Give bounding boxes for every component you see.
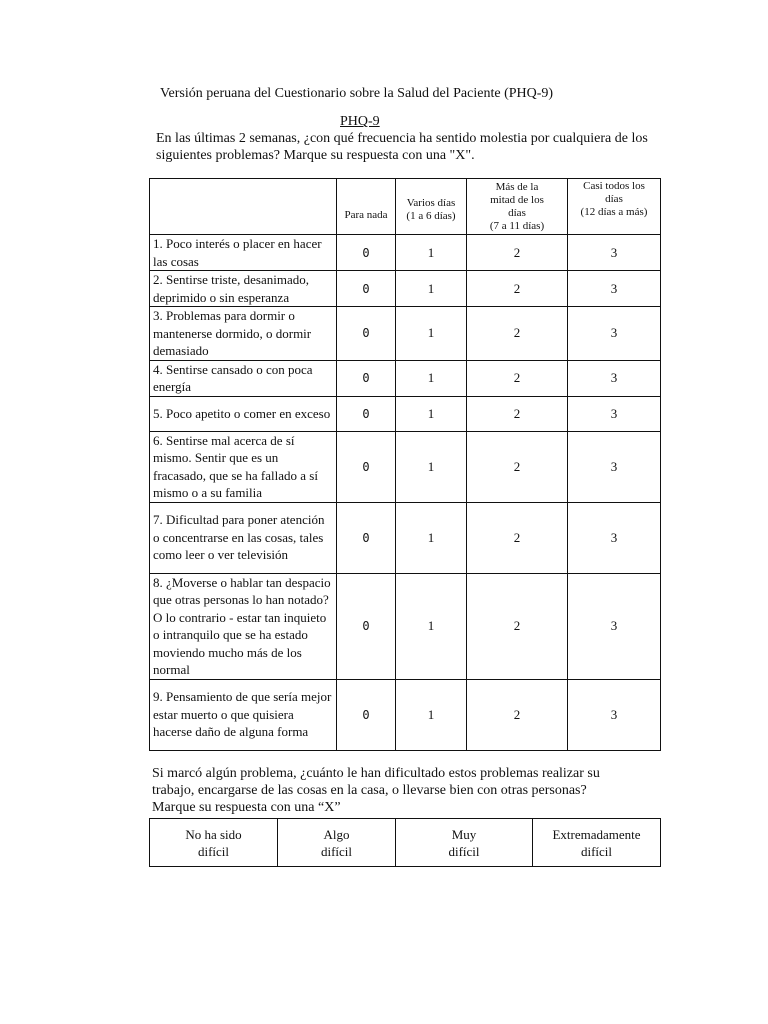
document-title: Versión peruana del Cuestionario sobre la Salud del Paciente (PHQ-9)	[160, 86, 554, 101]
score-cell[interactable]: 3	[568, 235, 661, 271]
score-cell[interactable]: 0	[337, 307, 396, 361]
score-cell[interactable]: 3	[568, 679, 661, 750]
score-cell[interactable]: 0	[337, 360, 396, 396]
score-cell[interactable]: 1	[396, 396, 467, 431]
score-cell[interactable]: 0	[337, 235, 396, 271]
table-row	[150, 360, 661, 396]
header-cell-casi-todos: Casi todos los días (12 días a más)	[568, 179, 661, 235]
difficulty-table	[149, 818, 661, 867]
score-cell[interactable]: 1	[396, 431, 467, 502]
score-cell[interactable]: 2	[467, 502, 568, 573]
score-cell[interactable]: 1	[396, 271, 467, 307]
score-cell[interactable]: 3	[568, 396, 661, 431]
question-cell: 5. Poco apetito o comer en exceso	[150, 396, 337, 431]
score-cell[interactable]: 1	[396, 307, 467, 361]
table-row	[150, 502, 661, 573]
score-cell[interactable]: 2	[467, 396, 568, 431]
score-cell[interactable]: 1	[396, 679, 467, 750]
difficulty-option-some[interactable]: Algo difícil	[278, 819, 396, 867]
score-cell[interactable]: 2	[467, 573, 568, 679]
table-header-row	[150, 179, 661, 235]
score-cell[interactable]: 1	[396, 235, 467, 271]
score-cell[interactable]: 2	[467, 360, 568, 396]
question-cell: 4. Sentirse cansado o con poca energía	[150, 360, 337, 396]
difficulty-option-extreme[interactable]: Extremadamente difícil	[533, 819, 661, 867]
score-cell[interactable]: 2	[467, 431, 568, 502]
score-cell[interactable]: 3	[568, 360, 661, 396]
question-cell: 3. Problemas para dormir o mantenerse dormido, o dormir demasiado	[150, 307, 337, 361]
question-cell: 2. Sentirse triste, desanimado, deprimido o sin esperanza	[150, 271, 337, 307]
table-row	[150, 431, 661, 502]
difficulty-option-very[interactable]: Muy difícil	[396, 819, 533, 867]
score-cell[interactable]: 0	[337, 396, 396, 431]
header-cell-para-nada: Para nada	[337, 179, 396, 235]
score-cell[interactable]: 3	[568, 271, 661, 307]
phq9-table	[149, 178, 661, 751]
document-subtitle: PHQ-9	[340, 114, 380, 129]
score-cell[interactable]: 2	[467, 307, 568, 361]
table-row	[150, 679, 661, 750]
table-row	[150, 271, 661, 307]
question-cell: 9. Pensamiento de que sería mejor estar muerto o que quisiera hacerse daño de alguna forma	[150, 679, 337, 750]
header-cell-question	[150, 179, 337, 235]
score-cell[interactable]: 1	[396, 502, 467, 573]
score-cell[interactable]: 3	[568, 502, 661, 573]
question-cell: 6. Sentirse mal acerca de sí mismo. Sentir que es un fracasado, que se ha fallado a sí mismo o a su familia	[150, 431, 337, 502]
score-cell[interactable]: 0	[337, 271, 396, 307]
question-cell: 8. ¿Moverse o hablar tan despacio que otras personas lo han notado? O lo contrario - estar tan inquieto o intranquilo que se ha estado moviendo mucho más de los normal	[150, 573, 337, 679]
score-cell[interactable]: 2	[467, 271, 568, 307]
instructions-text: En las últimas 2 semanas, ¿con qué frecuencia ha sentido molestia por cualquiera de los siguientes problemas? Marque su respuesta con una "X".	[156, 131, 648, 163]
difficulty-option-none[interactable]: No ha sido difícil	[150, 819, 278, 867]
score-cell[interactable]: 2	[467, 235, 568, 271]
table-row	[150, 235, 661, 271]
score-cell[interactable]: 0	[337, 431, 396, 502]
score-cell[interactable]: 2	[467, 679, 568, 750]
score-cell[interactable]: 1	[396, 360, 467, 396]
header-cell-mas-de-la-mitad: Más de la mitad de los días (7 a 11 días)	[467, 179, 568, 235]
score-cell[interactable]: 0	[337, 573, 396, 679]
score-cell[interactable]: 0	[337, 679, 396, 750]
table-row	[150, 307, 661, 361]
score-cell[interactable]: 3	[568, 307, 661, 361]
score-cell[interactable]: 3	[568, 431, 661, 502]
score-cell[interactable]: 0	[337, 502, 396, 573]
score-cell[interactable]: 1	[396, 573, 467, 679]
question-cell: 1. Poco interés o placer en hacer las cosas	[150, 235, 337, 271]
followup-question-text: Si marcó algún problema, ¿cuánto le han dificultado estos problemas realizar su trabajo, encargarse de las cosas en la casa, o llevarse bien con otras personas? Marque su respuesta con una “X”	[152, 766, 600, 815]
difficulty-options-row	[150, 819, 661, 867]
table-row	[150, 573, 661, 679]
question-cell: 7. Dificultad para poner atención o concentrarse en las cosas, tales como leer o ver televisión	[150, 502, 337, 573]
score-cell[interactable]: 3	[568, 573, 661, 679]
table-row	[150, 396, 661, 431]
header-cell-varios-dias: Varios días (1 a 6 días)	[396, 179, 467, 235]
